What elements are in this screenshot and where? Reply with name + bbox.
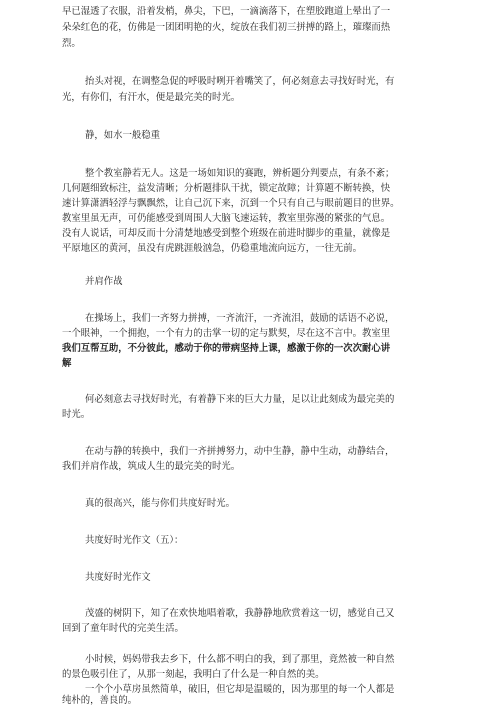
paragraph-line: 小时候，妈妈带我去乡下，什么都不明白的我，到了那里，竟然被一种自然 (85, 654, 395, 665)
paragraph-line: 平原地区的黄河，虽没有虎跳涯般汹急，仍稳重地流向远方，一往无前。 (62, 243, 363, 254)
paragraph-line: 烈。 (62, 38, 81, 49)
paragraph-line: 几何题细致标注，益发清晰；分析题排队干扰，锁定故障；计算题不断转换，快 (62, 183, 391, 194)
paragraph-line: 一个眼神，一个拥抱，一个有力的击掌一切的定与默契，尽在这不言中。教室里 (62, 328, 391, 339)
paragraph-line: 何必刻意去寻找好时光，有着静下来的巨大力量，足以让此刻成为最完美的 (85, 394, 395, 405)
paragraph-line: 抬头对视，在调整急促的呼吸时咧开着嘴笑了，何必刻意去寻找好时光，有 (85, 76, 395, 87)
paragraph-line: 茂盛的树阴下，知了在欢快地唱着歌，我静静地欣赏着这一切，感觉自己又 (85, 608, 395, 619)
paragraph-line: 光，有你们，有汗水，便是最完美的时光。 (62, 92, 241, 103)
section-heading: 静，如水一般稳重 (85, 130, 161, 141)
section-heading: 并肩作战 (85, 276, 123, 287)
paragraph-line: 在动与静的转换中，我们一齐拼搏努力，动中生静，静中生动，动静结合， (85, 446, 395, 457)
paragraph-line: 一个个小草房虽然简单，破旧，但它却是温暖的，因为那里的每一个人都是 (85, 684, 395, 695)
paragraph-line: 真的很高兴，能与你们共度好时光。 (85, 498, 236, 509)
paragraph-line: 时光。 (62, 409, 91, 420)
paragraph-line: 我们并肩作战，筑成人生的最完美的时光。 (62, 461, 241, 472)
paragraph-line: 我们互帮互助，不分彼此，感动于你的带病坚持上课，感激于你的一次次耐心讲 (62, 343, 391, 354)
paragraph-line: 早已湿透了衣服，沿着发梢，鼻尖，下巴，一滴滴落下，在塑胶跑道上晕出了一 (62, 6, 391, 17)
paragraph-line: 解 (62, 358, 72, 369)
paragraph-line: 回到了童年时代的完美生活。 (62, 623, 184, 634)
paragraph-line: 在操场上，我们一齐努力拼搏，一齐流汗，一齐流泪，鼓励的话语不必说， (85, 313, 395, 324)
paragraph-line: 整个教室静若无人。这是一场如知识的赛跑，辨析题分判要点，有条不紊； (85, 168, 395, 179)
paragraph-line: 速计算潇洒轻浮与飘飘然，让自己沉下来，沉到一个只有自己与眼前题目的世界。 (62, 198, 400, 209)
paragraph-line: 教室里虽无声，可仍能感受到周围人大脑飞速运转，教室里弥漫的紧张的气息。 (62, 213, 391, 224)
paragraph-line: 的景色吸引住了，从那一刻起，我明白了什么是一种自然的美。 (62, 669, 325, 680)
section-heading: 共度好时光作文 (85, 572, 151, 583)
paragraph-line: 朵朵红色的花，仿佛是一团团明艳的火，绽放在我们初三拼搏的路上，璀璨而热 (62, 22, 391, 33)
paragraph-line: 纯朴的，善良的。 (62, 695, 138, 706)
section-heading: 共度好时光作文（五）： (85, 535, 184, 546)
paragraph-line: 没有人说话，可却反而十分清楚地感受到整个班级在前进时脚步的重量，就像是 (62, 228, 391, 239)
